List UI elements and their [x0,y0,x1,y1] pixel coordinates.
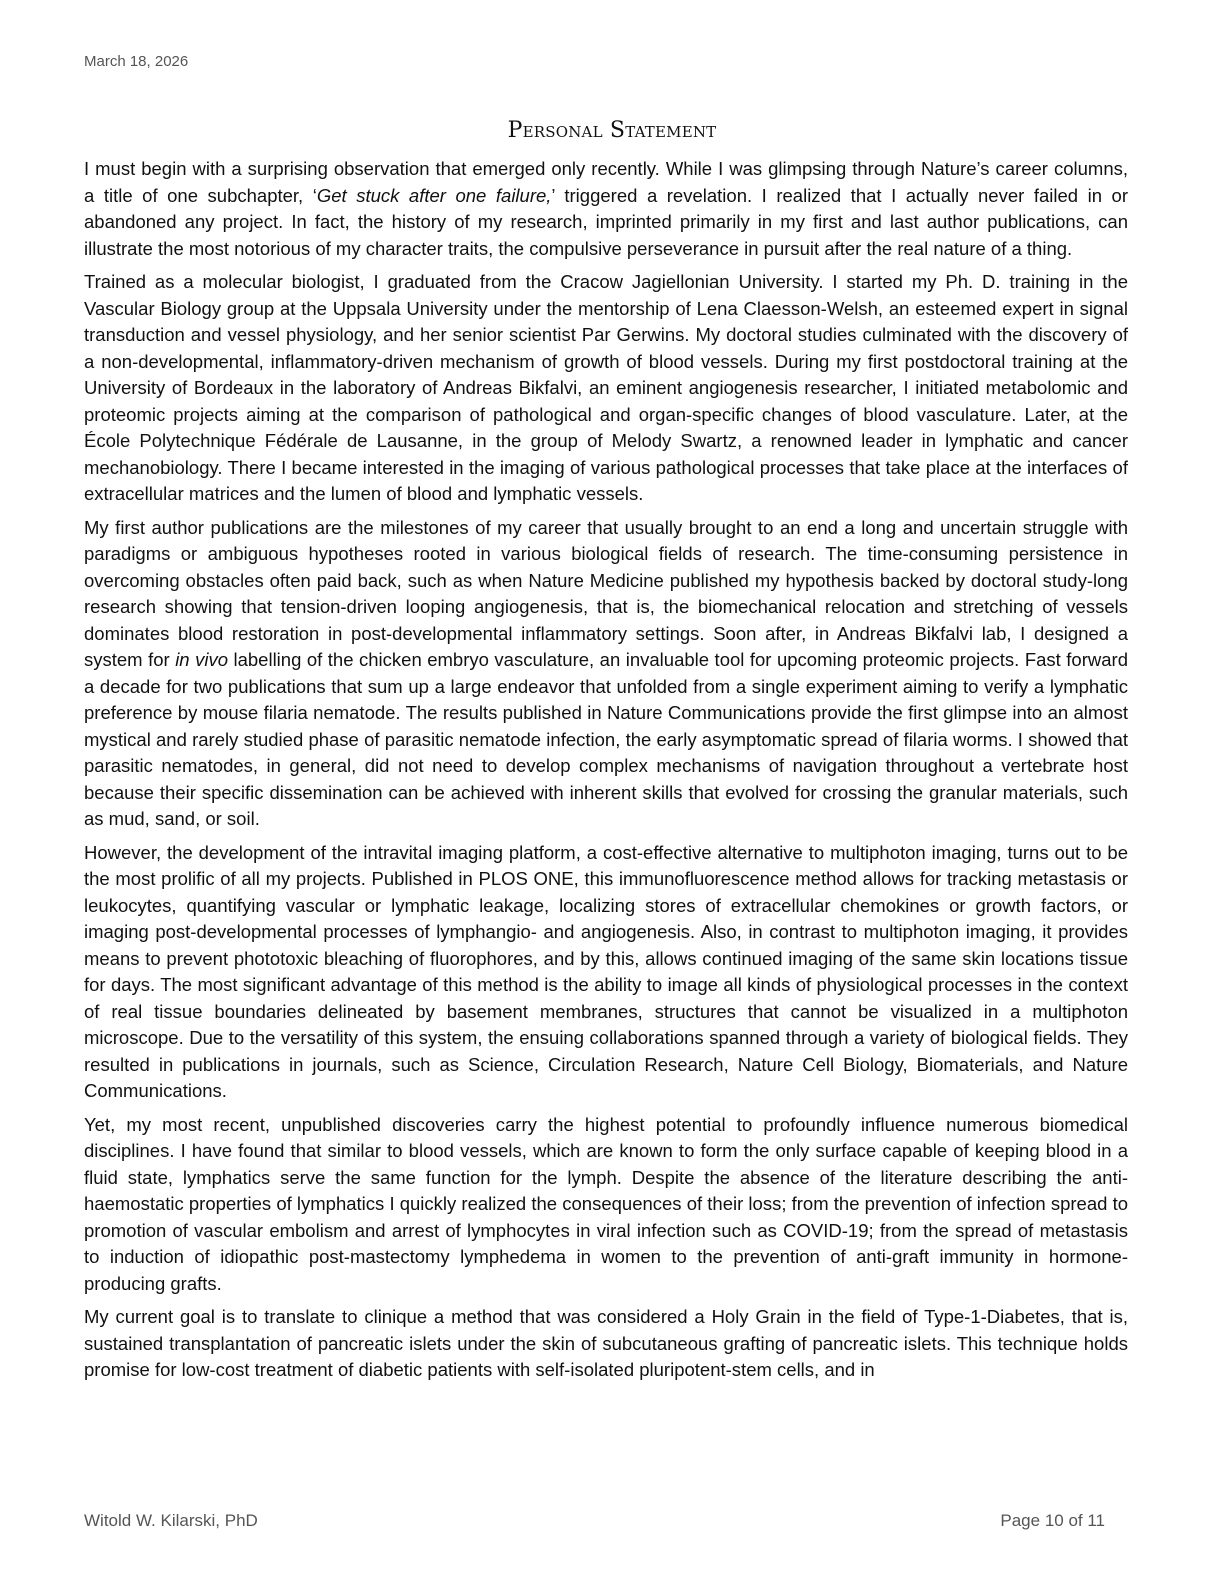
text-run: However, the development of the intravital imaging platform, a cost-effective alternative to multiphoton imaging, turns out to be the most prolific of all my projects. Published in PLOS ONE, this immunofluorescence method allows for tracking metastasis or leukocytes, quantifying vascular or lymphatic leakage, localizing stores of extracellular chemokines or growth factors, or imaging post-developmental processes of lymphangio- and angiogenesis. Also, in contrast to multiphoton imaging, it provides means to prevent phototoxic bleaching of fluorophores, and by this, allows continued imaging of the same skin locations tissue for days. The most significant advantage of this method is the ability to image all kinds of physiological processes in the context of real tissue boundaries delineated by basement membranes, structures that cannot be visualized in a multiphoton microscope. Due to the versatility of this system, the ensuing collaborations spanned through a variety of biological fields. They resulted in publications in journals, such as Science, Circulation Research, Nature Cell Biology, Biomaterials, and Nature Communications. [84,841,1128,1101]
text-run: Yet, my most recent, unpublished discoveries carry the highest potential to profoundly influence numerous biomedical disciplines. I have found that similar to blood vessels, which are known to form the only surface capable of keeping blood in a fluid state, lymphatics serve the same function for the lymph. Despite the absence of the literature describing the anti-haemostatic properties of lymphatics I quickly realized the consequences of their loss; from the prevention of infection spread to promotion of vascular embolism and arrest of lymphocytes in viral infection such as COVID-19; from the spread of metastasis to induction of idiopathic post-mastectomy lymphedema in women to the prevention of anti-graft immunity in hormone-producing grafts. [84,1113,1128,1294]
footer-author: Witold W. Kilarski, PhD [84,1511,258,1530]
paragraph-1 [84,156,1128,262]
text-run: I must begin with a surprising observation that emerged only recently. While I was glimpsing through Nature’s career columns, a title of one subchapter, ‘ [84,158,1128,206]
text-run: labelling of the chicken embryo vasculature, an invaluable tool for upcoming proteomic projects. Fast forward a decade for two publications that sum up a large endeavor that unfolded from a single experiment aiming to verify a lymphatic preference by mouse filaria nematode. The results published in Nature Communications provide the first glimpse into an almost mystical and rarely studied phase of parasitic nematode infection, the early asymptomatic spread of filaria worms. I showed that parasitic nematodes, in general, did not need to develop complex mechanisms of navigation throughout a vertebrate host because their specific dissemination can be achieved with inherent skills that evolved for crossing the granular materials, such as mud, sand, or soil. [84,649,1128,829]
italic-text: Get stuck after one failure, [316,184,552,206]
italic-text: in vivo [175,649,228,670]
paragraph-5 [84,1112,1128,1298]
document-title: Personal Statement [507,118,717,143]
header-date: March 18, 2026 [84,53,189,70]
text-run: My first author publications are the milestones of my career that usually brought to an end a long and uncertain struggle with paradigms or ambiguous hypotheses rooted in various biological fields of research. The time-consuming persistence in overcoming obstacles often paid back, such as when Nature Medicine published my hypothesis backed by doctoral study-long research showing that tension-driven looping angiogenesis, that is, the biomechanical relocation and stretching of vessels dominates blood restoration in post-developmental inflammatory settings. Soon after, in Andreas Bikfalvi lab, I designed a system for [84,516,1128,670]
paragraph-3 [84,515,1128,833]
paragraph-2 [84,269,1128,508]
text-run: Trained as a molecular biologist, I graduated from the Cracow Jagiellonian University. I started my Ph. D. training in the Vascular Biology group at the Uppsala University under the mentorship of Lena Claesson-Welsh, an esteemed expert in signal transduction and vessel physiology, and her senior scientist Par Gerwins. My doctoral studies culminated with the discovery of a non-developmental, inflammatory-driven mechanism of growth of blood vessels. During my first postdoctoral training at the University of Bordeaux in the laboratory of Andreas Bikfalvi, an eminent angiogenesis researcher, I initiated metabolomic and proteomic projects aiming at the comparison of pathological and organ-specific changes of blood vasculature. Later, at the École Polytechnique Fédérale de Lausanne, in the group of Melody Swartz, a renowned leader in lymphatic and cancer mechanobiology. There I became interested in the imaging of various pathological processes that take place at the interfaces of extracellular matrices and the lumen of blood and lymphatic vessels. [84,271,1128,504]
paragraph-4 [84,840,1128,1105]
text-run: My current goal is to translate to clinique a method that was considered a Holy Grain in the field of Type-1-Diabetes, that is, sustained transplantation of pancreatic islets under the skin of subcutaneous grafting of pancreatic islets. This technique holds promise for low-cost treatment of diabetic patients with self-isolated pluripotent-stem cells, and in [84,1306,1128,1380]
paragraph-6 [84,1304,1128,1384]
page-number: Page 10 of 11 [1000,1511,1105,1530]
statement-body [84,156,1128,1391]
text-run: ’ triggered a revelation. I realized that I actually never failed in or abandoned any project. In fact, the history of my research, imprinted primarily in my first and last author publications, can illustrate the most notorious of my character traits, the compulsive perseverance in pursuit after the real nature of a thing. [84,184,1128,259]
